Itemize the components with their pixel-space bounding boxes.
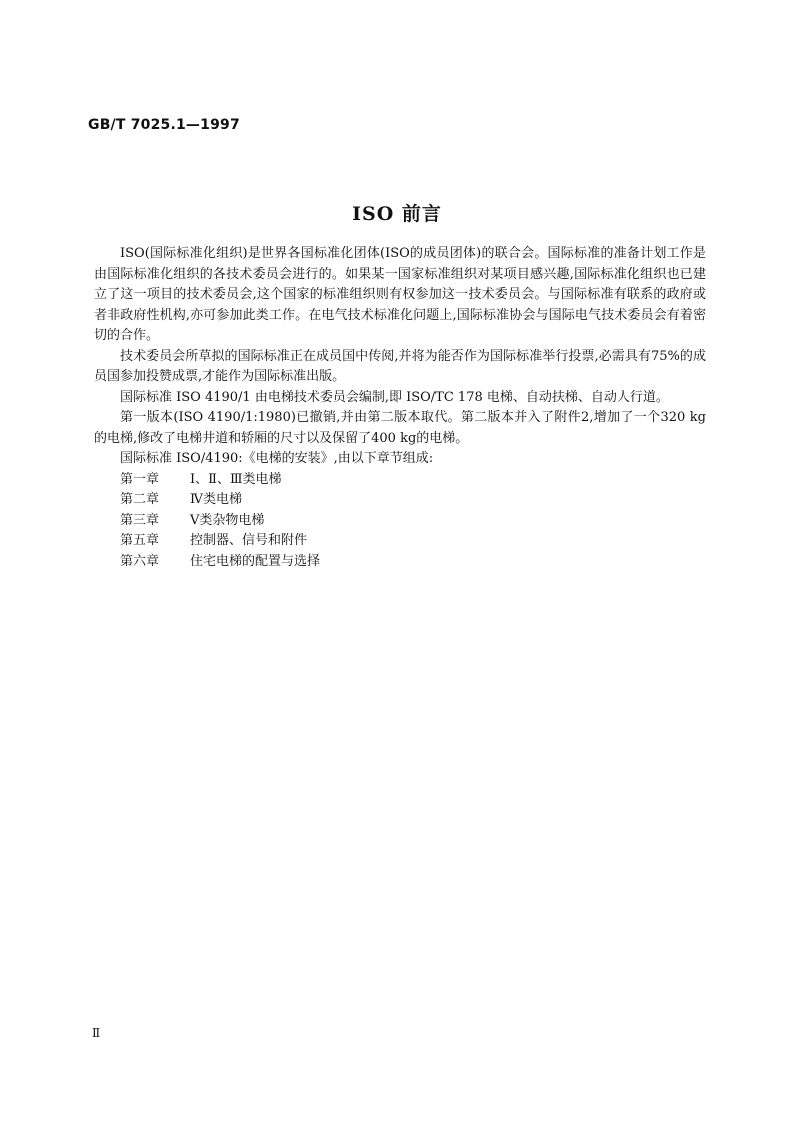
paragraph-iso-intro: ISO(国际标准化组织)是世界各国标准化团体(ISO的成员团体)的联合会。国际标准的准备计划工作是由国际标准化组织的各技术委员会进行的。如果某一国家标准组织对某项目感兴趣,国际标准化组织也已建立了这一项目的技术委员会,这个国家的标准组织则有权参加这一技术委员会。与国际标准有联系的政府或者非政府性机构,亦可参加此类工作。在电气技术标准化问题上,国际标准协会与国际电气技术委员会有着密切的合作。 [94, 246, 706, 343]
page-title: ISO 前言 [352, 203, 442, 225]
paragraph-edition: 第一版本(ISO 4190/1:1980)已撤销,并由第二版本取代。第二版本并入了附件2,增加了一个320 kg的电梯,修改了电梯井道和轿厢的尺寸以及保留了400 kg的电梯。 [94, 410, 706, 446]
chapter-number: 第六章 [120, 553, 160, 569]
list-item [94, 511, 706, 532]
paragraph-structure: 国际标准 ISO/4190:《电梯的安装》,由以下章节组成: [120, 451, 434, 466]
list-item [94, 552, 706, 573]
list-item [94, 470, 706, 491]
list-item [94, 531, 706, 552]
paragraph-committee: 国际标准 ISO 4190/1 由电梯技术委员会编制,即 ISO/TC 178 电梯、自动扶梯、自动人行道。 [120, 389, 669, 405]
chapter-title: 控制器、信号和附件 [190, 533, 308, 548]
chapter-title: Ⅰ、Ⅱ、Ⅲ类电梯 [190, 471, 282, 487]
chapter-title: 住宅电梯的配置与选择 [190, 553, 321, 569]
chapter-title: Ⅴ类杂物电梯 [190, 512, 265, 528]
chapter-number: 第三章 [120, 512, 160, 528]
chapter-number: 第五章 [120, 533, 160, 548]
preface-body [94, 244, 706, 572]
standard-number: GB/T 7025.1—1997 [88, 117, 240, 133]
chapter-number: 第二章 [120, 492, 160, 507]
list-item [94, 490, 706, 511]
chapter-number: 第一章 [120, 471, 160, 487]
chapter-list [94, 470, 706, 573]
paragraph-voting: 技术委员会所草拟的国际标准正在成员国中传阅,并将为能否作为国际标准举行投票,必需具有75%的成员国参加投赞成票,才能作为国际标准出版。 [94, 348, 706, 384]
chapter-title: Ⅳ类电梯 [190, 492, 242, 507]
page-number: Ⅱ [92, 1026, 101, 1040]
